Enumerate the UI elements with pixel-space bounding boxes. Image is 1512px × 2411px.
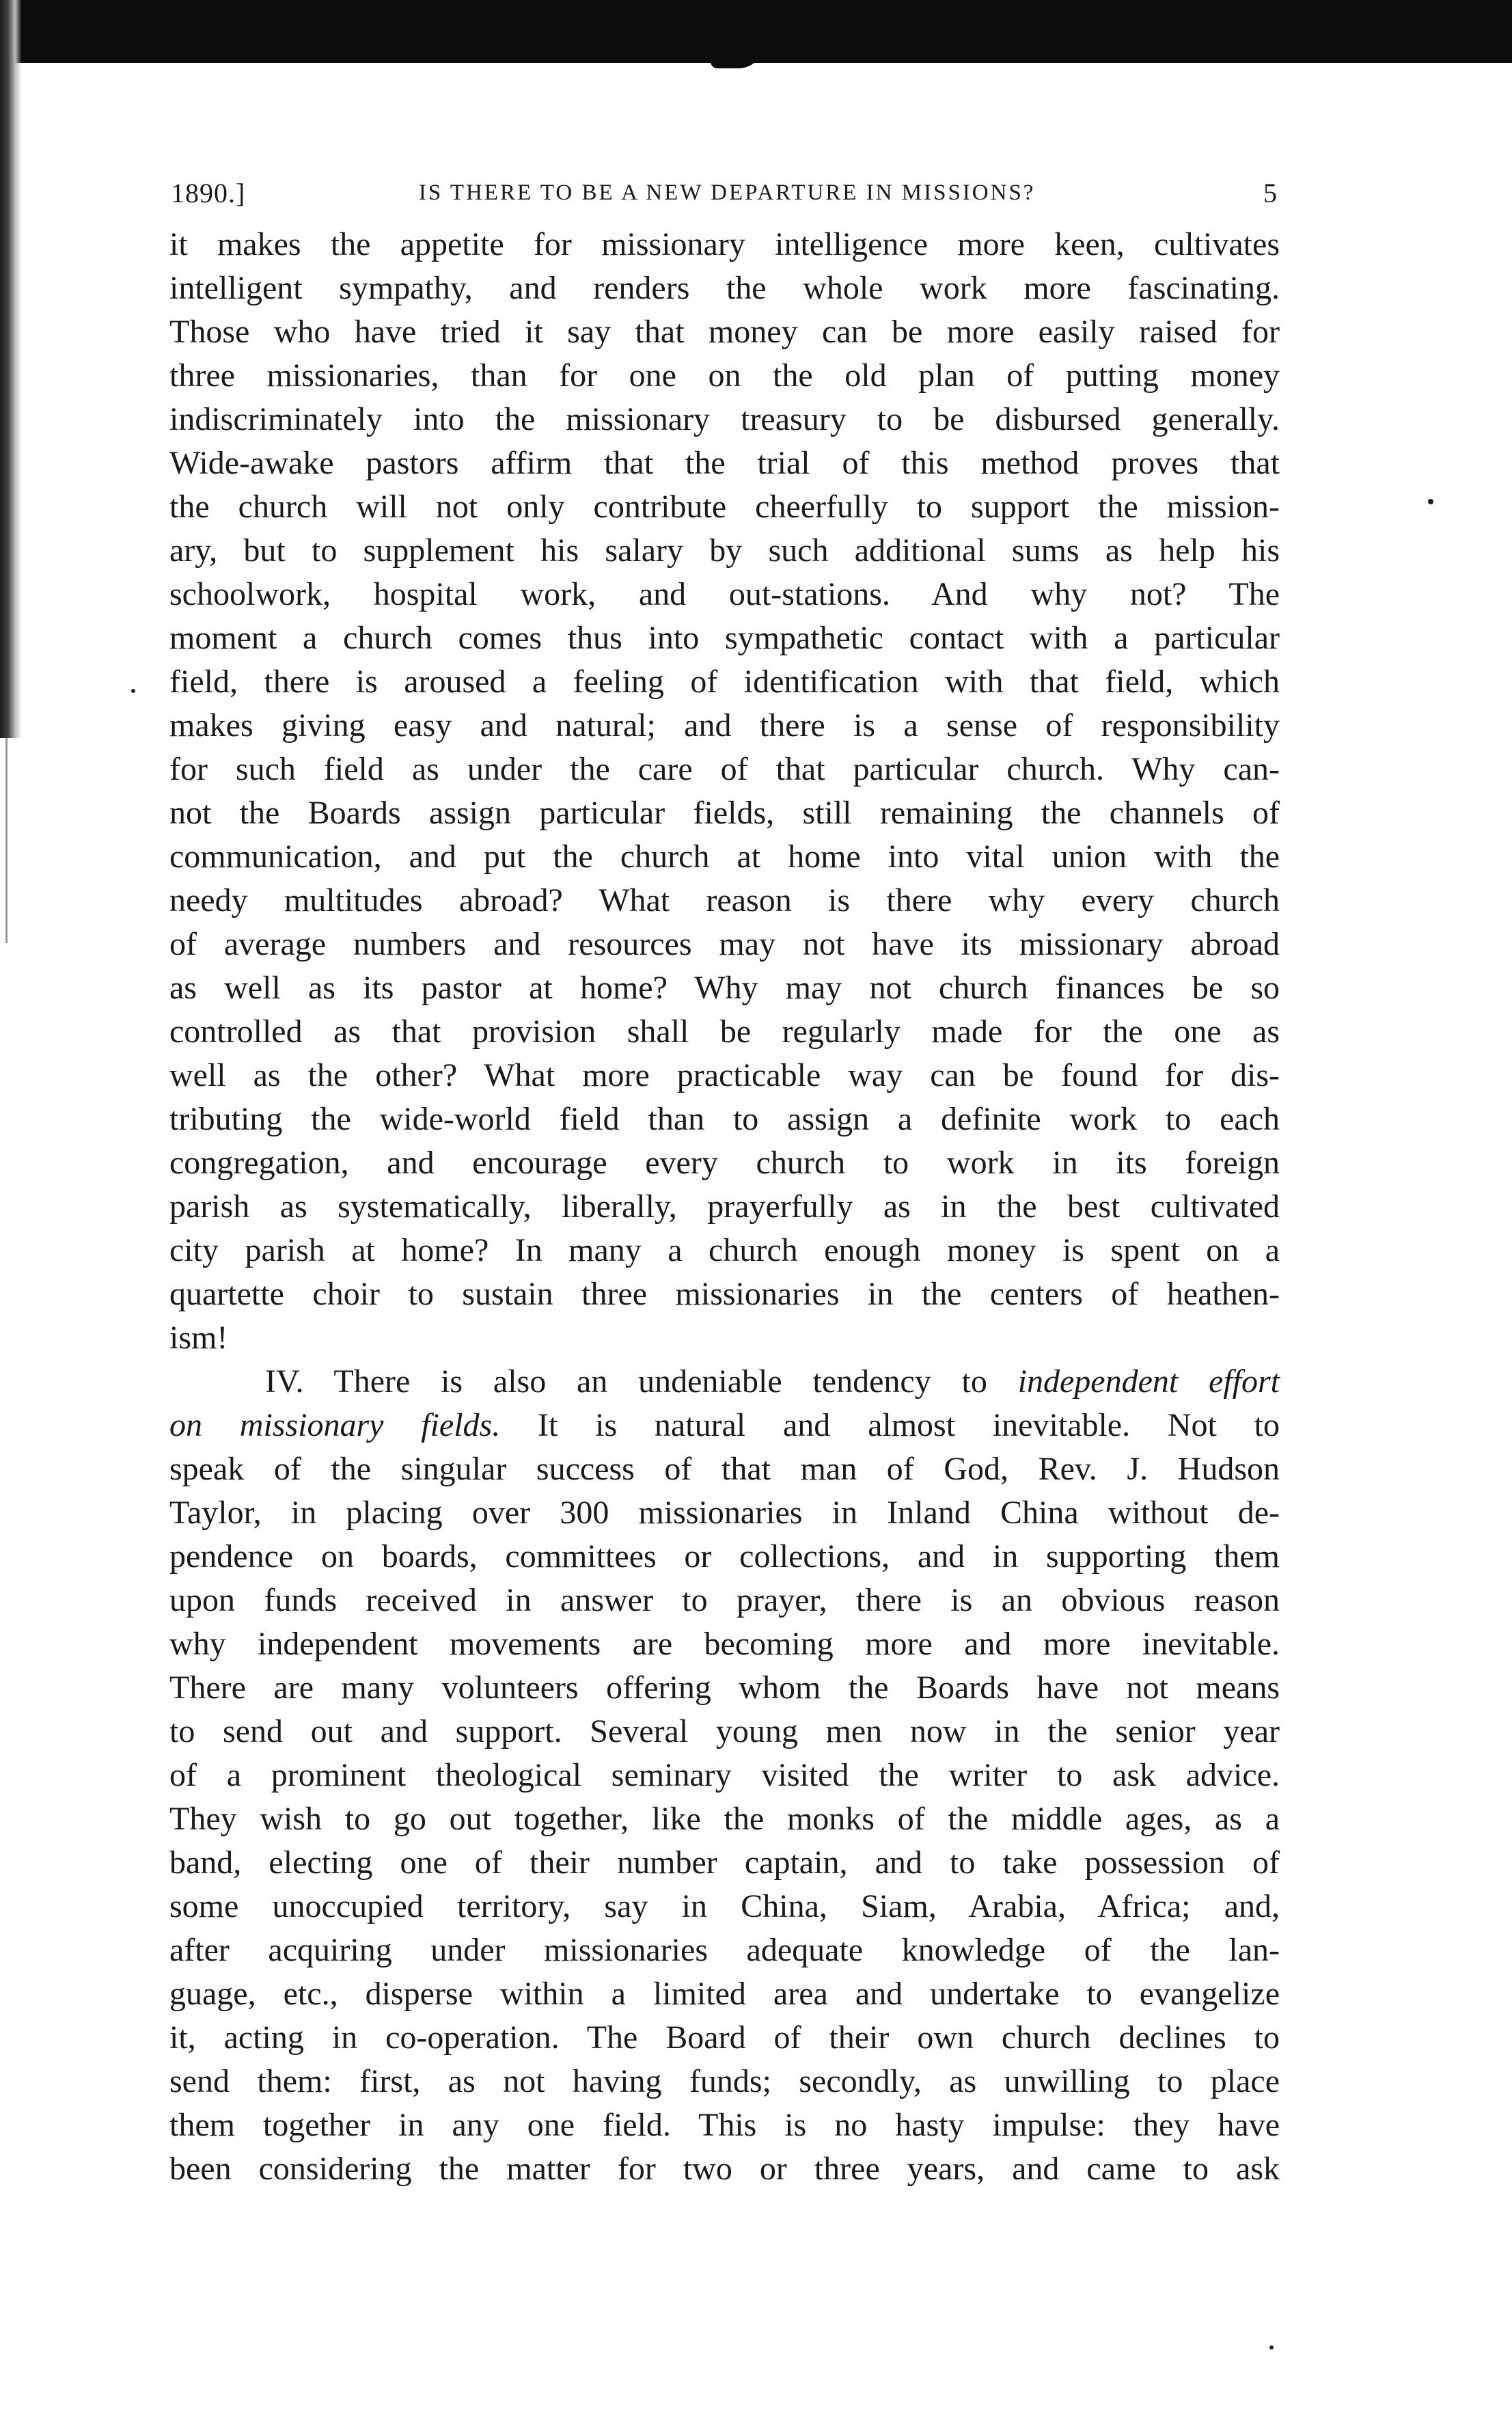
- text-line: after acquiring under missionaries adequate knowledge of the lan-: [169, 1932, 1280, 1968]
- text-line: communication, and put the church at home into vital union with the: [169, 839, 1280, 875]
- text-line: intelligent sympathy, and renders the whole work more fascinating.: [169, 270, 1280, 306]
- scan-top-border-notch: [711, 41, 765, 68]
- text-line: speak of the singular success of that man of God, Rev. J. Hudson: [169, 1451, 1280, 1487]
- text-line: been considering the matter for two or three years, and came to ask: [169, 2151, 1280, 2187]
- text-line: parish as systematically, liberally, prayerfully as in the best cultivated: [169, 1188, 1280, 1225]
- text-line: them together in any one field. This is no hasty impulse: they have: [169, 2107, 1280, 2143]
- text-line: Those who have tried it say that money can be more easily raised for: [169, 314, 1280, 350]
- text-line: of a prominent theological seminary visited the writer to ask advice.: [169, 1757, 1280, 1793]
- text-line: city parish at home? In many a church enough money is spent on a: [169, 1232, 1280, 1268]
- text-line: as well as its pastor at home? Why may not church finances be so: [169, 970, 1280, 1006]
- text-line: They wish to go out together, like the monks of the middle ages, as a: [169, 1801, 1280, 1837]
- text-line: it, acting in co-operation. The Board of their own church declines to: [169, 2019, 1280, 2056]
- text-line: guage, etc., disperse within a limited area and undertake to evangelize: [169, 1976, 1280, 2012]
- text-line: send them: first, as not having funds; secondly, as unwilling to place: [169, 2063, 1280, 2099]
- paragraph-start-line: IV. There is also an undeniable tendency to independent effort: [265, 1363, 1280, 1400]
- text-line: not the Boards assign particular fields, still remaining the channels of: [169, 795, 1280, 831]
- article-body: [169, 223, 1280, 2191]
- text-line: moment a church comes thus into sympathetic contact with a particular: [169, 620, 1280, 656]
- header-title: IS THERE TO BE A NEW DEPARTURE IN MISSIONS?: [418, 180, 1036, 205]
- text-line: on missionary fields. It is natural and almost inevitable. Not to: [169, 1407, 1280, 1443]
- text-line: field, there is aroused a feeling of identification with that field, which: [169, 664, 1280, 700]
- header-year: 1890.]: [171, 177, 246, 208]
- text-line: for such field as under the care of that particular church. Why can-: [169, 751, 1280, 787]
- scan-speck: [131, 689, 135, 693]
- page-number: 5: [1263, 177, 1278, 208]
- text-line: Wide-awake pastors affirm that the trial of this method proves that: [169, 445, 1280, 481]
- emphasis-text: independent effort: [1017, 1363, 1280, 1400]
- text-line: three missionaries, than for one on the old plan of putting money: [169, 357, 1280, 394]
- text-line: tributing the wide-world field than to assign a definite work to each: [169, 1101, 1280, 1137]
- text-line: upon funds received in answer to prayer, there is an obvious reason: [169, 1582, 1280, 1618]
- text-line: to send out and support. Several young men now in the senior year: [169, 1713, 1280, 1749]
- text-line: Taylor, in placing over 300 missionaries in Inland China without de-: [169, 1495, 1280, 1531]
- text-line: well as the other? What more practicable way can be found for dis-: [169, 1057, 1280, 1093]
- text-line: congregation, and encourage every church to work in its foreign: [169, 1145, 1280, 1181]
- text-line: quartette choir to sustain three missionaries in the centers of heathen-: [169, 1276, 1280, 1312]
- emphasis-text: on missionary fields.: [169, 1407, 501, 1443]
- text-line: There are many volunteers offering whom the Boards have not means: [169, 1670, 1280, 1706]
- text-line: schoolwork, hospital work, and out-stations. And why not? The: [169, 576, 1280, 612]
- text-line: pendence on boards, committees or collections, and in supporting them: [169, 1538, 1280, 1575]
- text-line: some unoccupied territory, say in China, Siam, Arabia, Africa; and,: [169, 1888, 1280, 1924]
- text-line: needy multitudes abroad? What reason is there why every church: [169, 882, 1280, 918]
- scan-speck: [1269, 2345, 1274, 2349]
- text-line: it makes the appetite for missionary intelligence more keen, cultivates: [169, 226, 1280, 262]
- text-line: ism!: [169, 1320, 228, 1356]
- text-line: of average numbers and resources may not have its missionary abroad: [169, 926, 1280, 962]
- text-line: makes giving easy and natural; and there is a sense of responsibility: [169, 707, 1280, 744]
- scan-speck: [1428, 499, 1433, 504]
- text-line: the church will not only contribute cheerfully to support the mission-: [169, 489, 1280, 525]
- scan-left-edge: [0, 0, 22, 738]
- text-line: why independent movements are becoming more and more inevitable.: [169, 1626, 1280, 1662]
- text-line: ary, but to supplement his salary by such additional sums as help his: [169, 532, 1280, 569]
- running-header: [171, 172, 1278, 213]
- text-line: indiscriminately into the missionary treasury to be disbursed generally.: [169, 401, 1280, 437]
- text-line: band, electing one of their number captain, and to take possession of: [169, 1844, 1280, 1881]
- scan-left-edge-line: [5, 738, 8, 943]
- text-line: controlled as that provision shall be regularly made for the one as: [169, 1013, 1280, 1050]
